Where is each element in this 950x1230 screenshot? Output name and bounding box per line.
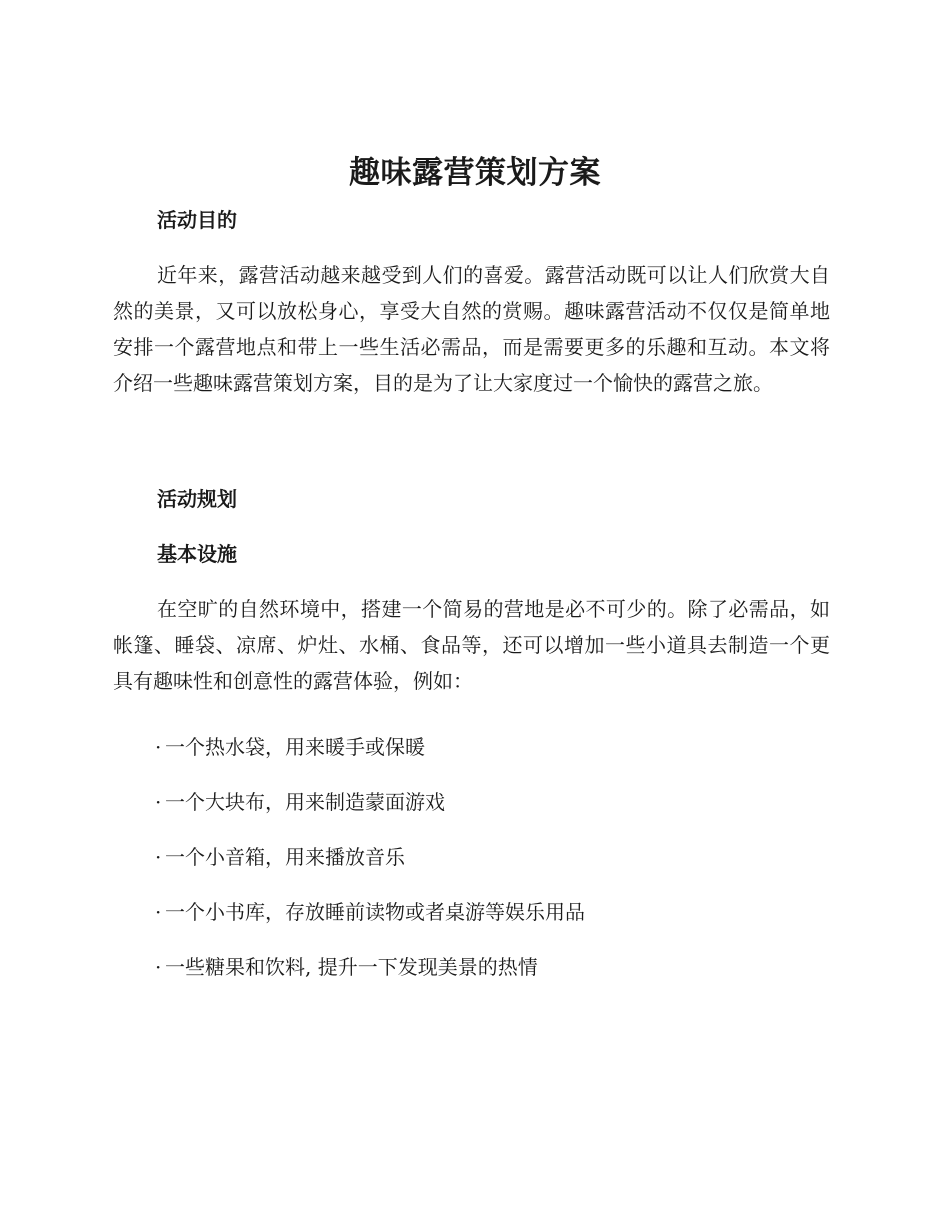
section-heading-planning: 活动规划 <box>157 487 237 511</box>
list-item <box>155 843 405 871</box>
bullet-marker: · <box>155 735 162 759</box>
bullet-marker: · <box>155 955 162 979</box>
section-heading-purpose: 活动目的 <box>157 208 237 232</box>
document-title: 趣味露营策划方案 <box>349 155 601 191</box>
list-item-text: 一个小音箱，用来播放音乐 <box>165 845 405 869</box>
section-heading-facilities: 基本设施 <box>157 542 237 566</box>
list-item <box>155 898 585 926</box>
list-item-text: 一个大块布，用来制造蒙面游戏 <box>165 790 445 814</box>
list-item-text: 一个小书库，存放睡前读物或者桌游等娱乐用品 <box>165 900 585 924</box>
purpose-paragraph: 近年来，露营活动越来越受到人们的喜爱。露营活动既可以让人们欣赏大自然的美景，又可以放松身心，享受大自然的赏赐。趣味露营活动不仅仅是简单地安排一个露营地点和带上一些生活必需品，而是需要更多的乐趣和互动。本文将介绍一些趣味露营策划方案，目的是为了让大家度过一个愉快的露营之旅。 <box>113 263 830 395</box>
bullet-marker: · <box>155 900 162 924</box>
facilities-paragraph: 在空旷的自然环境中，搭建一个简易的营地是必不可少的。除了必需品，如帐篷、睡袋、凉席、炉灶、水桶、食品等，还可以增加一些小道具去制造一个更具有趣味性和创意性的露营体验，例如： <box>113 597 830 693</box>
list-item-text: 一些糖果和饮料, 提升一下发现美景的热情 <box>165 955 538 979</box>
list-item-text: 一个热水袋，用来暖手或保暖 <box>165 735 425 759</box>
list-item <box>155 733 425 761</box>
list-item <box>155 953 538 981</box>
bullet-marker: · <box>155 845 162 869</box>
list-item <box>155 788 445 816</box>
bullet-marker: · <box>155 790 162 814</box>
